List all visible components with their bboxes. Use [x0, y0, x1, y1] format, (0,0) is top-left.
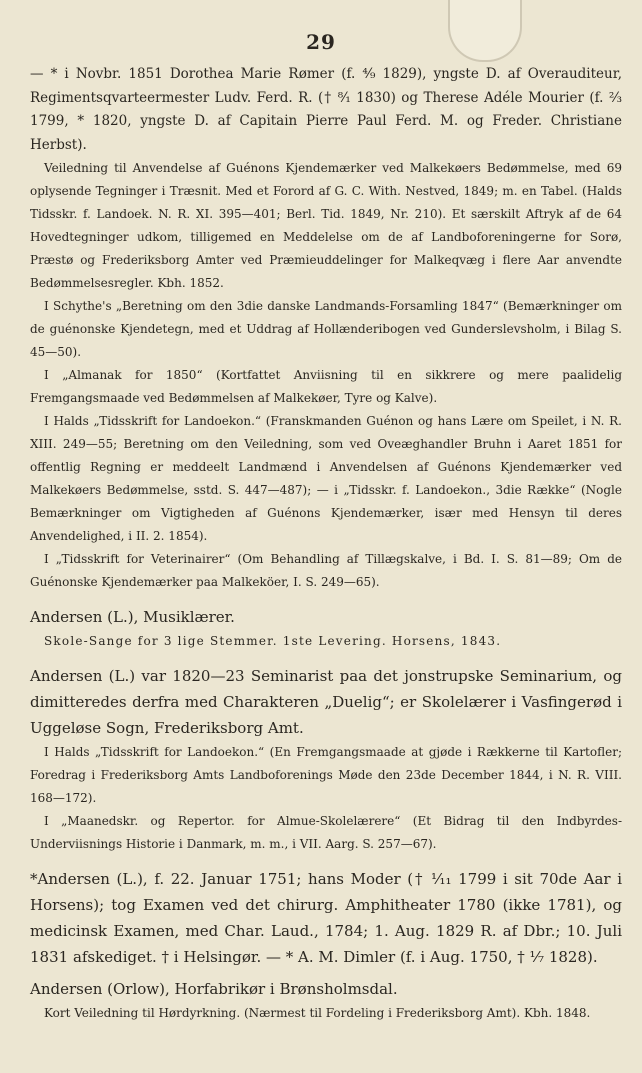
paragraph-maanedskr: I „Maanedskr. og Repertor. for Almue-Skolelærere“ (Et Bidrag til den Indbyrdes-Underviisnings Historie i Danmark, m. m., i VII. Aarg. S. 257—67). — [30, 814, 622, 851]
paragraph-veiledning: Veiledning til Anvendelse af Guénons Kjendemærker ved Malkekøers Bedømmelse, med 69 oplysende Tegninger i Træsnit. Med et Forord af G. C. With. Nestved, 1849; m. en Tabel. (Halds Tidsskr. f. Landoek. N. R. XI. 395—401; Berl. Tid. 1849, Nr. 210). Et særskilt Aftryk af de 64 Hovedtegninger udkom, tilligemed en Meddelelse om de af Landboforeningerne for Sorø, Præstø og Frederiksborg Amter ved Præmieuddelinger for Malkeqvæg i flere Aar anvendte Bedømmelsesregler. Kbh. 1852. — [30, 161, 622, 290]
page-body — [30, 63, 622, 1025]
entry-heading-andersen-musiklaerer: Andersen (L.), Musiklærer. — [30, 608, 235, 626]
paragraph-veterinairer: I „Tidsskrift for Veterinairer“ (Om Behandling af Tillægskalve, i Bd. I. S. 81—89; Om de Guénonske Kjendemærker paa Malkeköer, I. S. 249—65). — [30, 552, 622, 589]
page-number: 29 — [306, 30, 336, 54]
paragraph-kartofler: I Halds „Tidsskrift for Landoekon.“ (En Fremgangsmaade at gjøde i Rækkerne til Kartofler; Foredrag i Frederiksborg Amts Landboforenings Møde den 23de December 1844, i N. R. VIII. 168—172). — [30, 745, 622, 805]
entry-heading-andersen-orlow: Andersen (Orlow), Horfabrikør i Brønsholmsdal. — [30, 980, 398, 998]
paragraph-schythe: I Schythe's „Beretning om den 3die danske Landmands-Forsamling 1847“ (Bemærkninger om de guénonske Kjendetegn, med et Uddrag af Hollænderibogen ved Gunderslevsholm, i Bilag S. 45—50). — [30, 299, 622, 359]
paragraph-almanak: I „Almanak for 1850“ (Kortfattet Anviisning til en sikkrere og mere paalidelig Fremgangsmaade ved Bedømmelsen af Malkekøer, Tyre og Kalve). — [30, 368, 622, 405]
entry-heading-andersen-1751: *Andersen (L.), f. 22. Januar 1751; hans Moder († ¹⁄₁₁ 1799 i sit 70de Aar i Horsens); tog Examen ved det chirurg. Amphitheater 1780 (ikke 1781), og medicinsk Examen, med Char. Laud., 1784; 1. Aug. 1829 R. af Dbr.; 10. Juli 1831 afskediget. † i Helsingør. — * A. M. Dimler (f. i Aug. 1750, † ¹⁄₇ 1828). — [30, 870, 622, 966]
paragraph-skole-sange: Skole-Sange for 3 lige Stemmer. 1ste Levering. Horsens, 1843. — [44, 634, 502, 648]
paragraph-marriage-entry: — * i Novbr. 1851 Dorothea Marie Rømer (f. ⁴⁄₉ 1829), yngste D. af Overauditeur, Regimentsqvarteermester Ludv. Ferd. R. († ⁸⁄₁ 1830) og Therese Adéle Mourier (f. ²⁄₃ 1799, * 1820, yngste D. af Capitain Pierre Paul Ferd. M. og Freder. Christiane Herbst). — [30, 66, 622, 153]
paragraph-hordyrkning: Kort Veiledning til Hørdyrkning. (Nærmest til Fordeling i Frederiksborg Amt). Kbh. 1848. — [44, 1006, 591, 1020]
entry-heading-andersen-seminarist: Andersen (L.) var 1820—23 Seminarist paa det jonstrupske Seminarium, og dimitteredes derfra med Charakteren „Duelig“; er Skolelærer i Vasfingerød i Uggeløse Sogn, Frederiksborg Amt. — [30, 667, 622, 737]
paragraph-halds-tidsskrift: I Halds „Tidsskrift for Landoekon.“ (Franskmanden Guénon og hans Lære om Speilet, i N. R. XIII. 249—55; Beretning om den Veiledning, som ved Oveæghandler Bruhn i Aaret 1851 for offentlig Regning er meddeelt Landmænd i Anvendelsen af Guénons Kjendemærker ved Malkekøers Bedømmelse, sstd. S. 447—487); — i „Tidsskr. f. Landoekon., 3die Række“ (Nogle Bemærkninger om Vigtigheden af Guénons Kjendemærker, især med Hensyn til deres Anvendelighed, i II. 2. 1854). — [30, 414, 622, 543]
